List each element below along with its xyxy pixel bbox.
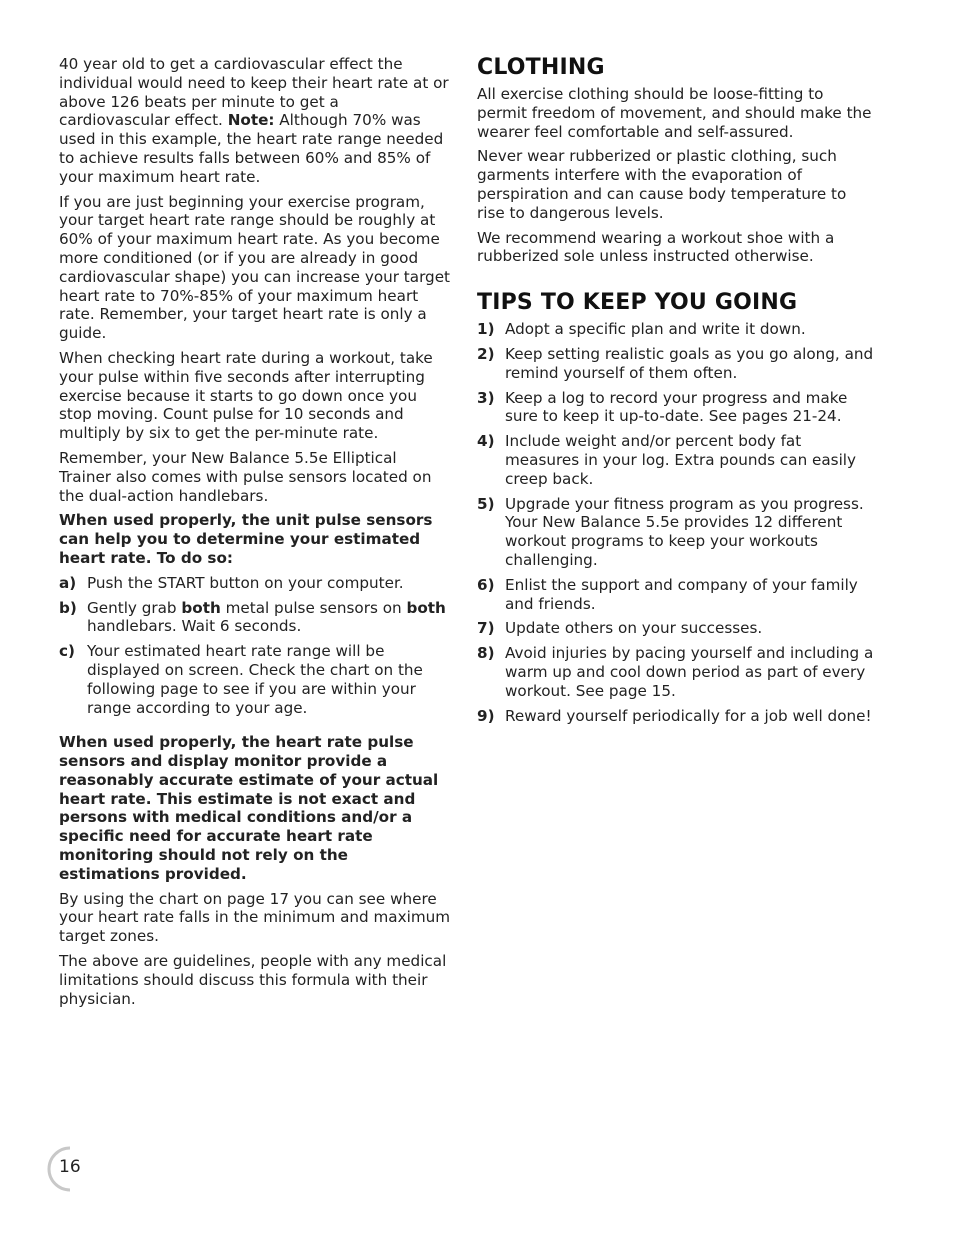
list-item: 1) Adopt a specific plan and write it down. — [477, 320, 806, 339]
bold-accuracy-warning: When used properly, the heart rate pulse sensors and display monitor provide a reasonably accurate estimate of your actual heart rate. This estimate is not exact and persons with medical conditions and/or a specific need for accurate heart rate monitoring should not rely on the estimations provided. — [59, 733, 439, 883]
list-item: 7) Update others on your successes. — [477, 619, 763, 638]
paragraph-checking-heart-rate: When checking heart rate during a workout, take your pulse within five seconds after interrupting exercise because it starts to go down once you stop moving. Count pulse for 10 seconds and multiply by six to get the per-minute rate. — [59, 348, 433, 443]
right-column — [477, 55, 877, 731]
left-column — [59, 55, 451, 1014]
list-item: 2) Keep setting realistic goals as you go along, and remind yourself of them often. — [477, 344, 874, 382]
paragraph-clothing-1: All exercise clothing should be loose-fitting to permit freedom of movement, and should make the wearer feel comfortable and self-assured. — [477, 85, 872, 141]
paragraph-guidelines: The above are guidelines, people with any medical limitations should discuss this formula with their physician. — [59, 952, 447, 1008]
clothing-heading: CLOTHING — [477, 55, 605, 80]
paragraph-pulse-sensors: Remember, your New Balance 5.5e Elliptical Trainer also comes with pulse sensors located on the dual-action handlebars. — [59, 448, 432, 505]
paragraph-heart-rate-example: 40 year old to get a cardiovascular effect the individual would need to keep their heart rate at or above 126 beats per minute to get a cardiovascular effect. Note: Although 70% was used in this example, the heart rate range needed to achieve results falls between 60% and 85% of your maximum heart rate. — [59, 55, 449, 186]
list-item: 8) Avoid injuries by pacing yourself and including a warm up and cool down period as part of every workout. See page 15. — [477, 644, 874, 700]
paragraph-clothing-2: Never wear rubberized or plastic clothing, such garments interfere with the evaporation of perspiration and can cause body temperature to rise to dangerous levels. — [477, 147, 847, 222]
bold-pulse-instructions: When used properly, the unit pulse sensors can help you to determine your estimated heart rate. To do so: — [59, 511, 433, 567]
list-item: 4) Include weight and/or percent body fat measures in your log. Extra pounds can easily creep back. — [477, 432, 857, 488]
paragraph-clothing-3: We recommend wearing a workout shoe with a rubberized sole unless instructed otherwise. — [477, 228, 835, 266]
page-number-text: 16 — [59, 1157, 81, 1177]
list-item: a) Push the START button on your computer. — [59, 573, 404, 592]
list-item: 3) Keep a log to record your progress and make sure to keep it up-to-date. See pages 21-24. — [477, 388, 848, 426]
list-item: b) Gently grab both metal pulse sensors on both handlebars. Wait 6 seconds. — [59, 598, 446, 636]
note-label: Note: — [227, 111, 275, 130]
list-item: 5) Upgrade your fitness program as you progress. Your New Balance 5.5e provides 12 different workout programs to keep your workouts challenging. — [477, 494, 864, 569]
list-item: c) Your estimated heart rate range will be displayed on screen. Check the chart on the following page to see if you are within your range according to your age. — [59, 642, 423, 717]
paragraph-beginning-program: If you are just beginning your exercise program, your target heart rate range should be roughly at 60% of your maximum heart rate. As you become more conditioned (or if you are already in good cardiovascular shape) you can increase your target heart rate to 70%-85% of your maximum heart rate. Remember, your target heart rate is only a guide. — [59, 192, 450, 343]
tips-list — [477, 320, 877, 725]
list-item: 9) Reward yourself periodically for a job well done! — [477, 706, 872, 725]
list-item: 6) Enlist the support and company of your family and friends. — [477, 575, 858, 613]
page-number — [42, 1146, 88, 1192]
tips-heading: TIPS TO KEEP YOU GOING — [477, 290, 798, 316]
pulse-steps-list — [59, 574, 451, 718]
paragraph-chart-reference: By using the chart on page 17 you can see where your heart rate falls in the minimum and maximum target zones. — [59, 889, 451, 946]
